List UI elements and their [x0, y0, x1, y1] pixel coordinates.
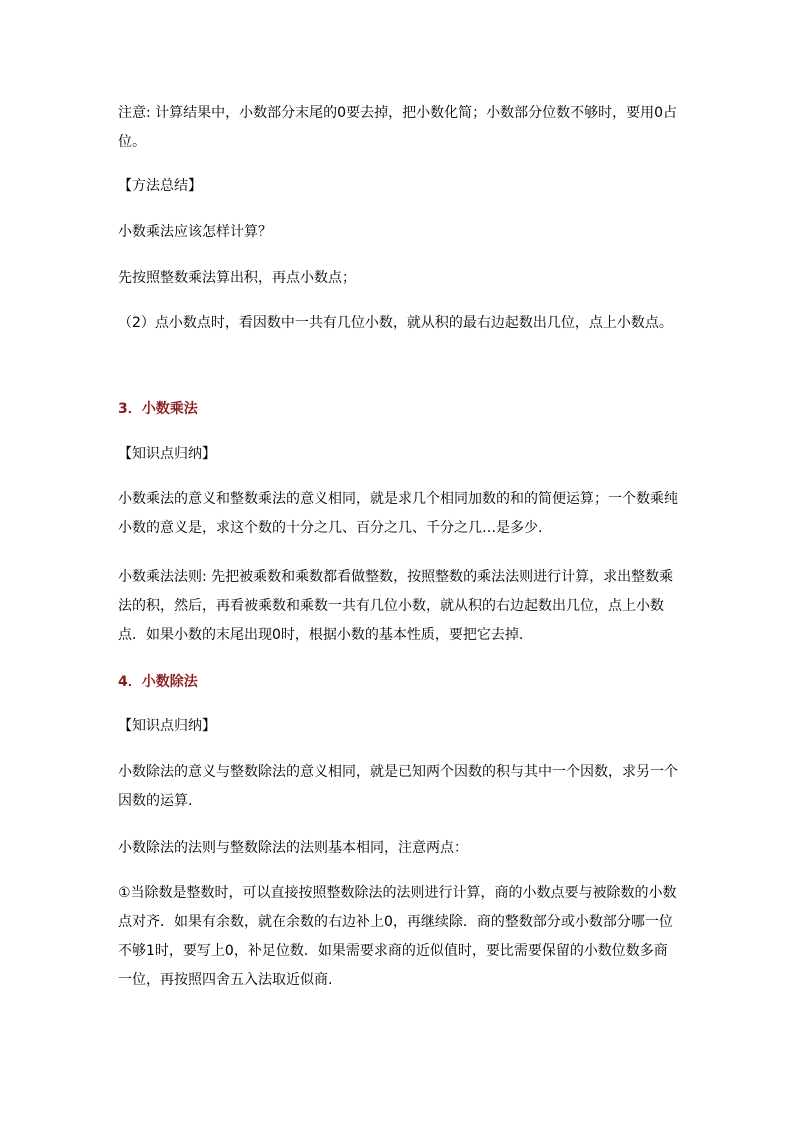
question-paragraph: 小数乘法应该怎样计算？: [118, 224, 272, 240]
section4-point1-paragraph: ①当除数是整数时，可以直接按照整数除法的法则进行计算，商的小数点要与被除数的小数点对齐．如果有余数，就在余数的右边补上0，再继续除．商的整数部分或小数部分哪一位不够1时，要写上0，补足位数．如果需要求商的近似值时，要比需要保留的小数位数多商一位，再按照四舍五入法取近似商.: [118, 885, 677, 988]
step1-paragraph: 先按照整数乘法算出积，再点小数点；: [118, 270, 356, 286]
section4-rule-intro: 小数除法的法则与整数除法的法则基本相同，注意两点：: [118, 840, 468, 856]
step2-paragraph: （2）点小数点时，看因数中一共有几位小数，就从积的最右边起数出几位，点上小数点。: [118, 315, 673, 331]
section4-summary-title: 【知识点归纳】: [118, 718, 216, 734]
section3-heading: 3．小数乘法: [118, 401, 198, 417]
section3-meaning-paragraph: 小数乘法的意义和整数乘法的意义相同，就是求几个相同加数的和的简便运算；一个数乘纯小数的意义是，求这个数的十分之几、百分之几、千分之几…是多少.: [118, 491, 678, 536]
section3-rule-paragraph: 小数乘法法则: 先把被乘数和乘数都看做整数，按照整数的乘法法则进行计算，求出整数乘法的积，然后，再看被乘数和乘数一共有几位小数，就从积的右边起数出几位，点上小数点．如果小数的末尾出现0时，根据小数的基本性质，要把它去掉.: [118, 569, 674, 643]
note-paragraph: 注意: 计算结果中，小数部分末尾的0要去掉，把小数化简；小数部分位数不够时，要用0占位。: [118, 105, 677, 150]
section4-meaning-paragraph: 小数除法的意义与整数除法的意义相同，就是已知两个因数的积与其中一个因数，求另一个因数的运算.: [118, 764, 678, 809]
section3-summary-title: 【知识点归纳】: [118, 446, 216, 462]
method-summary-title: 【方法总结】: [118, 178, 202, 194]
section4-heading: 4．小数除法: [118, 674, 198, 690]
